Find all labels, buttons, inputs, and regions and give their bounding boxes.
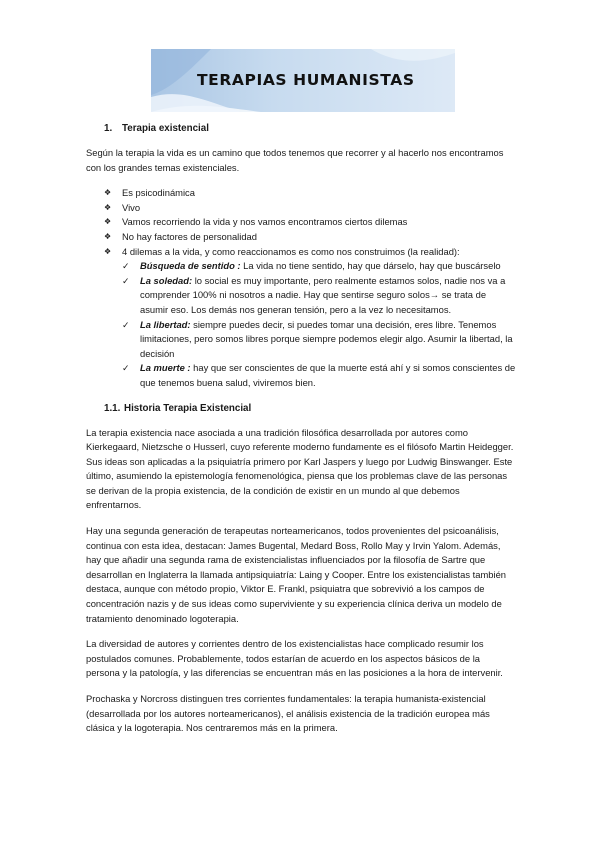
diamond-bullet-icon: ❖ [104, 231, 112, 241]
diamond-bullet-icon: ❖ [104, 202, 112, 212]
dilemma-term: La libertad [140, 318, 188, 330]
document-title: TERAPIAS HUMANISTAS [197, 71, 415, 89]
dilemma-term: Búsqueda de sentido [140, 260, 235, 272]
checkmark-icon: ✓ [122, 363, 130, 374]
section-heading-historia [104, 403, 516, 414]
dilemma-item: ✓ La muerte : hay que ser conscientes de que la muerte está ahí y si somos conscientes de que tenemos buena salud, viviremos bien. [122, 362, 516, 388]
history-paragraph: La terapia existencia nace asociada a una tradición filosófica desarrollada por autores como Kierkegaard, Nietzsche o Husserl, cuyo referente moderno fundamente es el filósofo Martin Heidegger. Sus ideas son aplicadas a la psiquiatría primero por Karl Jaspers y luego por Ludwig Binswanger. Este último, asumiendo la epistemología fenomenológica, piensa que los problemas clave de las personas se derivan de la propia existencia, de la condición de existir en un mundo al que debemos enfrentarnos. [86, 426, 514, 511]
history-paragraph: Prochaska y Norcross distinguen tres corrientes fundamentales: la terapia humanista-existencial (desarrollada por los autores norteamericanos), el análisis existencia de la tradición europea más clásica y la logoterapia. Nos centraremos más en la primera. [86, 693, 490, 734]
checkmark-icon: ✓ [122, 319, 130, 330]
list-item: ❖ No hay factores de personalidad [86, 230, 516, 245]
dilemma-item: ✓ La libertad: siempre puedes decir, si puedes tomar una decisión, eres libre. Tenemos limitaciones, pero somos libres porque siempre podemos elegir algo. Asumir la libertad, la decisión [122, 318, 513, 359]
intro-paragraph: Según la terapia la vida es un camino que todos tenemos que recorrer y al hacerlo nos encontramos con los grandes temas existenciales. [86, 147, 504, 173]
history-paragraph: La diversidad de autores y corrientes dentro de los existencialistas hace complicado resumir los postulados comunes. Probablemente, todos estarían de acuerdo en los aspectos básicos de la persona y la patología, y las diferencias se encuentran más en las posiciones a la hora de intervenir. [86, 638, 503, 679]
dilemma-term: La soledad [140, 274, 189, 286]
dilemma-text: lo social es muy importante, pero realmente estamos solos, nadie nos va a comprender 100% ni nosotros a nadie. Hay que sentirse seguro solos→ se trata de asumir eso. Los demás nos generan tensión, pero a la vez lo necesitamos. [140, 274, 506, 315]
characteristics-list [86, 186, 516, 390]
dilemma-term: La muerte [140, 362, 185, 374]
section-number: 1. [104, 123, 113, 134]
diamond-bullet-icon: ❖ [104, 217, 112, 227]
dilemma-text: La vida no tiene sentido, hay que dárselo, hay que buscárselo [243, 260, 501, 272]
list-item: ❖ Vivo [86, 201, 516, 216]
dilemma-text: siempre puedes decir, si puedes tomar una decisión, eres libre. Tenemos limitaciones, pero somos libres porque siempre podemos elegir algo. Asumir la libertad, la decisión [140, 318, 513, 359]
section-number: 1.1. [104, 402, 121, 414]
list-item: ❖ 4 dilemas a la vida, y como reaccionamos es como nos construimos (la realidad): [86, 245, 516, 260]
section-title: Historia Terapia Existencial [124, 402, 252, 414]
diamond-bullet-icon: ❖ [104, 188, 112, 198]
section-heading-terapia-existencial [104, 123, 516, 134]
history-paragraph: Hay una segunda generación de terapeutas norteamericanos, todos provenientes del psicoanálisis, continua con esta idea, destacan: James Bugental, Medard Boss, Rollo May y Irvin Yalom. Además, hay que añadir una segunda rama de existencialistas influenciados por la filosofía de Sartre que desarrollan en Inglaterra la llamada antipsiquiatría: Laing y Cooper. Entre los existencialistas también destaca, aunque con método propio, Viktor E. Frankl, psiquiatra que sobrevivió a los campos de concentración nazis y de sus ideas como superviviente y su experiencia clínica deriva un modelo de tratamiento denominado logoterapia. [86, 525, 507, 624]
dilemma-item: ✓ Búsqueda de sentido : La vida no tiene sentido, hay que dárselo, hay que buscárselo [86, 259, 516, 274]
list-item: ❖ Es psicodinámica [86, 186, 516, 201]
document-body [86, 123, 516, 747]
list-item: ❖ Vamos recorriendo la vida y nos vamos encontramos ciertos dilemas [86, 215, 516, 230]
section-title: Terapia existencial [122, 123, 209, 134]
checkmark-icon: ✓ [122, 261, 130, 272]
dilemma-text: hay que ser conscientes de que la muerte está ahí y si somos conscientes de que tenemos buena salud, viviremos bien. [140, 362, 516, 388]
checkmark-icon: ✓ [122, 275, 130, 286]
diamond-bullet-icon: ❖ [104, 246, 112, 256]
title-banner [151, 49, 455, 112]
dilemma-item: ✓ La soledad: lo social es muy importante, pero realmente estamos solos, nadie nos va a comprender 100% ni nosotros a nadie. Hay que sentirse seguro solos→ se trata de asumir eso. Los demás nos generan tensión, pero a la vez lo necesitamos. [122, 274, 506, 315]
